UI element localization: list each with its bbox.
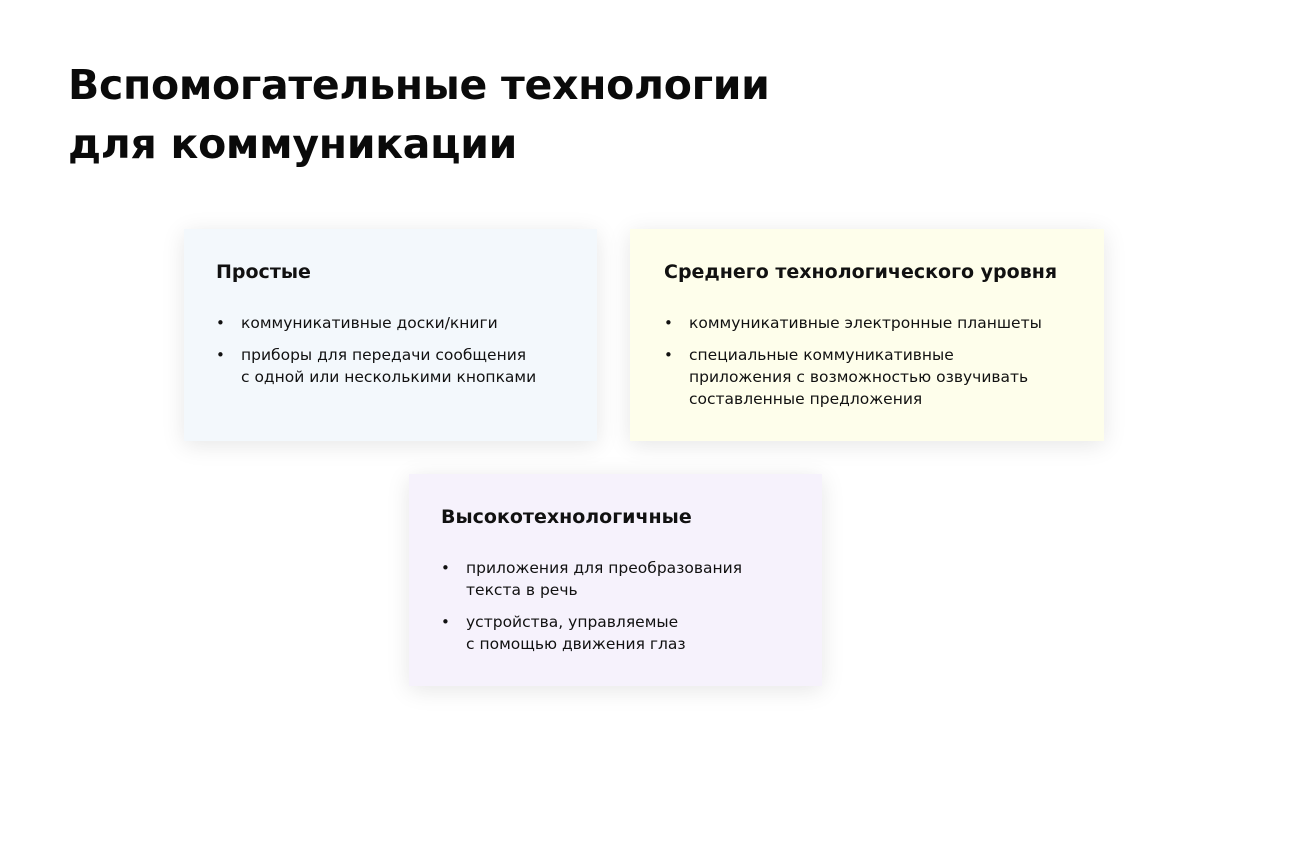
list-item-line: коммуникативные доски/книги — [241, 314, 498, 332]
card-title-medium: Среднего технологического уровня — [664, 261, 1058, 283]
list-item — [664, 312, 1084, 334]
list-item-line: с одной или несколькими кнопками — [241, 368, 537, 386]
page-title-line-1: Вспомогательные технологии — [68, 61, 770, 109]
medium-bullet-list — [664, 312, 1084, 410]
list-item — [216, 312, 573, 334]
bullet-icon: • — [664, 314, 673, 332]
card-high — [409, 474, 822, 686]
card-title-high: Высокотехнологичные — [441, 506, 692, 528]
list-item-line: специальные коммуникативные — [689, 346, 954, 364]
list-item-line: составленные предложения — [689, 390, 923, 408]
list-item-line: коммуникативные электронные планшеты — [689, 314, 1042, 332]
card-title-simple: Простые — [216, 261, 311, 283]
card-medium — [630, 229, 1104, 441]
simple-bullet-list — [216, 312, 573, 388]
page-title — [68, 56, 968, 174]
list-item-line: приборы для передачи сообщения — [241, 346, 527, 364]
list-item — [441, 557, 798, 601]
bullet-icon: • — [216, 314, 225, 332]
high-bullet-list — [441, 557, 798, 655]
list-item — [216, 344, 573, 388]
list-item — [441, 611, 798, 655]
list-item-line: текста в речь — [466, 581, 578, 599]
bullet-icon: • — [441, 559, 450, 577]
card-simple — [184, 229, 597, 441]
bullet-icon: • — [664, 346, 673, 364]
list-item-line: с помощью движения глаз — [466, 635, 686, 653]
list-item — [664, 344, 1084, 410]
bullet-icon: • — [216, 346, 225, 364]
list-item-line: приложения с возможностью озвучивать — [689, 368, 1029, 386]
list-item-line: устройства, управляемые — [466, 613, 679, 631]
list-item-line: приложения для преобразования — [466, 559, 743, 577]
bullet-icon: • — [441, 613, 450, 631]
page-title-line-2: для коммуникации — [68, 120, 518, 168]
